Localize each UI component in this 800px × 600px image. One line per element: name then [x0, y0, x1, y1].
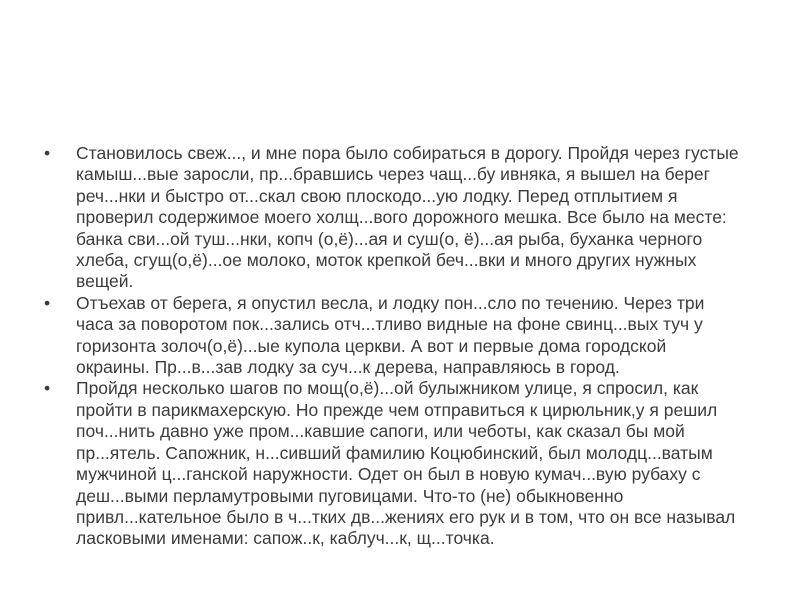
bullet-list: [44, 143, 744, 550]
paragraph-3: • Пройдя несколько шагов по мощ(о,ё)...ой булыжником улице, я спросил, как пройти в парикмахерскую. Но прежде чем отправиться к цирюльник,у я решил поч...нить давно уже пром...кавшие сапоги, или чеботы, как сказал бы мой пр...ятель. Сапожник, н...сивший фамилию Коцюбинский, был молодц...ватым мужчиной ц...ганской наружности. Одет он был в новую кумач...вую рубаху с деш...выми перламутровыми пуговицами. Что-то (не) обыкновенно привл...кательное было в ч...тких дв...жениях его рук и в том, что он все называл ласковыми именами: сапож..к, каблуч...к, щ...точка.: [44, 378, 744, 549]
paragraph-1: • Становилось свеж..., и мне пора было собираться в дорогу. Пройдя через густые камыш...вые заросли, пр...бравшись через чащ...бу ивняка, я вышел на берег реч...нки и быстро от...скал свою плоскодо...ую лодку. Перед отплытием я проверил содержимое моего холщ...вого дорожного мешка. Все было на месте: банка сви...ой туш...нки, копч (о,ё)...ая и суш(о, ё)...ая рыба, буханка черного хлеба, сгущ(о,ё)...ое молоко, моток крепкой беч...вки и много других нужных вещей.: [44, 143, 744, 293]
paragraph-2: • Отъехав от берега, я опустил весла, и лодку пон...сло по течению. Через три часа за поворотом пок...зались отч...тливо видные на фоне свинц...вых туч у горизонта золоч(о,ё)...ые купола церкви. А вот и первые дома городской окраины. Пр...в...зав лодку за суч...к дерева, направляюсь в город.: [44, 293, 744, 379]
